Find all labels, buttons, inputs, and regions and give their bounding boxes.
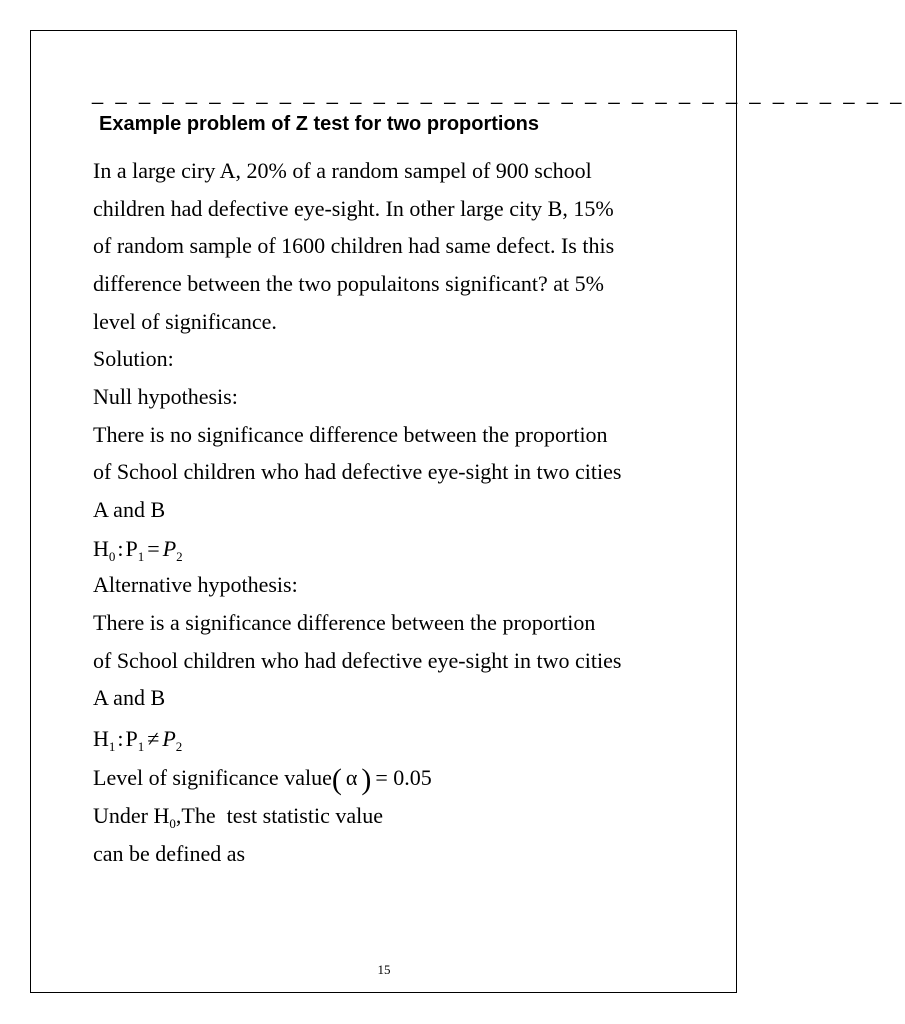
alternative-hypothesis-line-3: A and B xyxy=(93,685,166,710)
test-statistic-line-2: can be defined as xyxy=(93,841,246,866)
p1-subscript: 1 xyxy=(137,739,145,754)
h1-symbol: H xyxy=(93,726,109,751)
solution-label: Solution: xyxy=(93,346,174,371)
p1-symbol: P xyxy=(125,536,138,561)
p1-subscript: 1 xyxy=(137,549,145,564)
page-number: 15 xyxy=(377,962,391,977)
significance-text: Level of significance value xyxy=(93,765,332,790)
alternative-hypothesis-line-2: of School children who had defective eye-sight in two cities xyxy=(93,648,622,673)
open-paren: ( xyxy=(331,763,342,796)
significance-value: = 0.05 xyxy=(375,765,432,790)
h1-subscript: 1 xyxy=(108,739,116,754)
null-hypothesis-formula xyxy=(93,536,183,562)
test-statistic-text: ,The test statistic value xyxy=(175,803,383,828)
formula-colon: : xyxy=(117,726,124,751)
under-text: Under H xyxy=(93,803,170,828)
null-hypothesis-line-1: There is no significance difference between the proportion xyxy=(93,422,608,447)
formula-colon: : xyxy=(117,536,124,561)
p2-subscript: 2 xyxy=(176,549,183,564)
p2-symbol: P xyxy=(162,536,177,561)
problem-line-1: In a large ciry A, 20% of a random sampel of 900 school xyxy=(93,158,592,183)
p1-symbol: P xyxy=(125,726,138,751)
alternative-hypothesis-formula xyxy=(93,726,182,752)
null-hypothesis-line-3: A and B xyxy=(93,497,166,522)
problem-line-4: difference between the two populaitons significant? at 5% xyxy=(93,271,604,296)
under-subscript: 0 xyxy=(169,816,176,831)
equals-operator: = xyxy=(147,536,160,561)
not-equals-operator: ≠ xyxy=(147,726,160,751)
significance-level-line xyxy=(93,763,432,796)
alpha-symbol: α xyxy=(345,765,358,790)
section-heading: Example problem of Z test for two proportions xyxy=(99,113,540,135)
alternative-hypothesis-label: Alternative hypothesis: xyxy=(93,572,298,597)
h0-symbol: H xyxy=(93,536,109,561)
p2-subscript: 2 xyxy=(175,739,183,754)
null-hypothesis-label: Null hypothesis: xyxy=(93,384,238,409)
p2-symbol: P xyxy=(162,726,176,751)
h0-subscript: 0 xyxy=(108,549,116,564)
problem-line-5: level of significance. xyxy=(93,309,277,334)
dashed-rule: _ _ _ _ _ _ _ _ _ _ _ _ _ _ _ _ _ _ _ _ _ _ _ _ _ _ _ _ _ _ _ _ _ _ _ xyxy=(92,83,905,105)
problem-line-3: of random sample of 1600 children had same defect. Is this xyxy=(93,233,615,258)
problem-line-2: children had defective eye-sight. In other large city B, 15% xyxy=(93,196,614,221)
null-hypothesis-line-2: of School children who had defective eye-sight in two cities xyxy=(93,459,622,484)
close-paren: ) xyxy=(361,763,372,796)
alternative-hypothesis-line-1: There is a significance difference between the proportion xyxy=(93,610,596,635)
test-statistic-line-1 xyxy=(93,803,383,829)
